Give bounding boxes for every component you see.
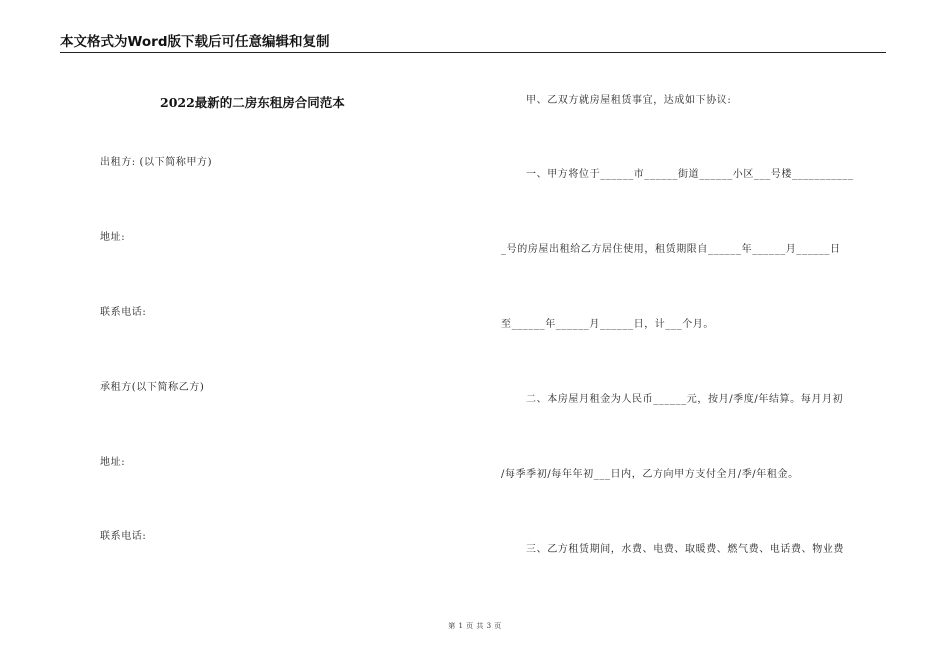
clause-1-line-3: 至______年______月______日，计___个月。	[501, 319, 714, 330]
clause-2-line-1: 二、本房屋月租金为人民币______元，按月/季度/年结算。每月月初	[526, 394, 844, 405]
clause-1-line-2: _号的房屋出租给乙方居住使用，租赁期限自______年______月______日	[501, 244, 841, 255]
lessor-phone-label: 联系电话:	[100, 307, 147, 318]
lessee-address-label: 地址:	[100, 457, 126, 468]
lessee-phone-label: 联系电话:	[100, 531, 147, 542]
lessor-address-label: 地址:	[100, 232, 126, 243]
document-title: 2022最新的二房东租房合同范本	[160, 95, 345, 110]
agreement-intro: 甲、乙双方就房屋租赁事宜，达成如下协议:	[526, 95, 732, 106]
clause-2-line-2: /每季季初/每年年初___日内，乙方向甲方支付全月/季/年租金。	[501, 469, 799, 480]
clause-3-line-1: 三、乙方租赁期间，水费、电费、取暖费、燃气费、电话费、物业费	[526, 544, 844, 555]
lessee-label: 承租方(以下简称乙方)	[100, 382, 205, 393]
lessor-label: 出租方: (以下简称甲方)	[100, 157, 213, 168]
page-number: 第 1 页 共 3 页	[448, 622, 502, 630]
clause-1-line-1: 一、甲方将位于______市______街道______小区___号楼___________	[526, 169, 854, 180]
banner-text: 本文格式为Word版下载后可任意编辑和复制	[60, 34, 330, 50]
top-banner	[60, 34, 886, 53]
